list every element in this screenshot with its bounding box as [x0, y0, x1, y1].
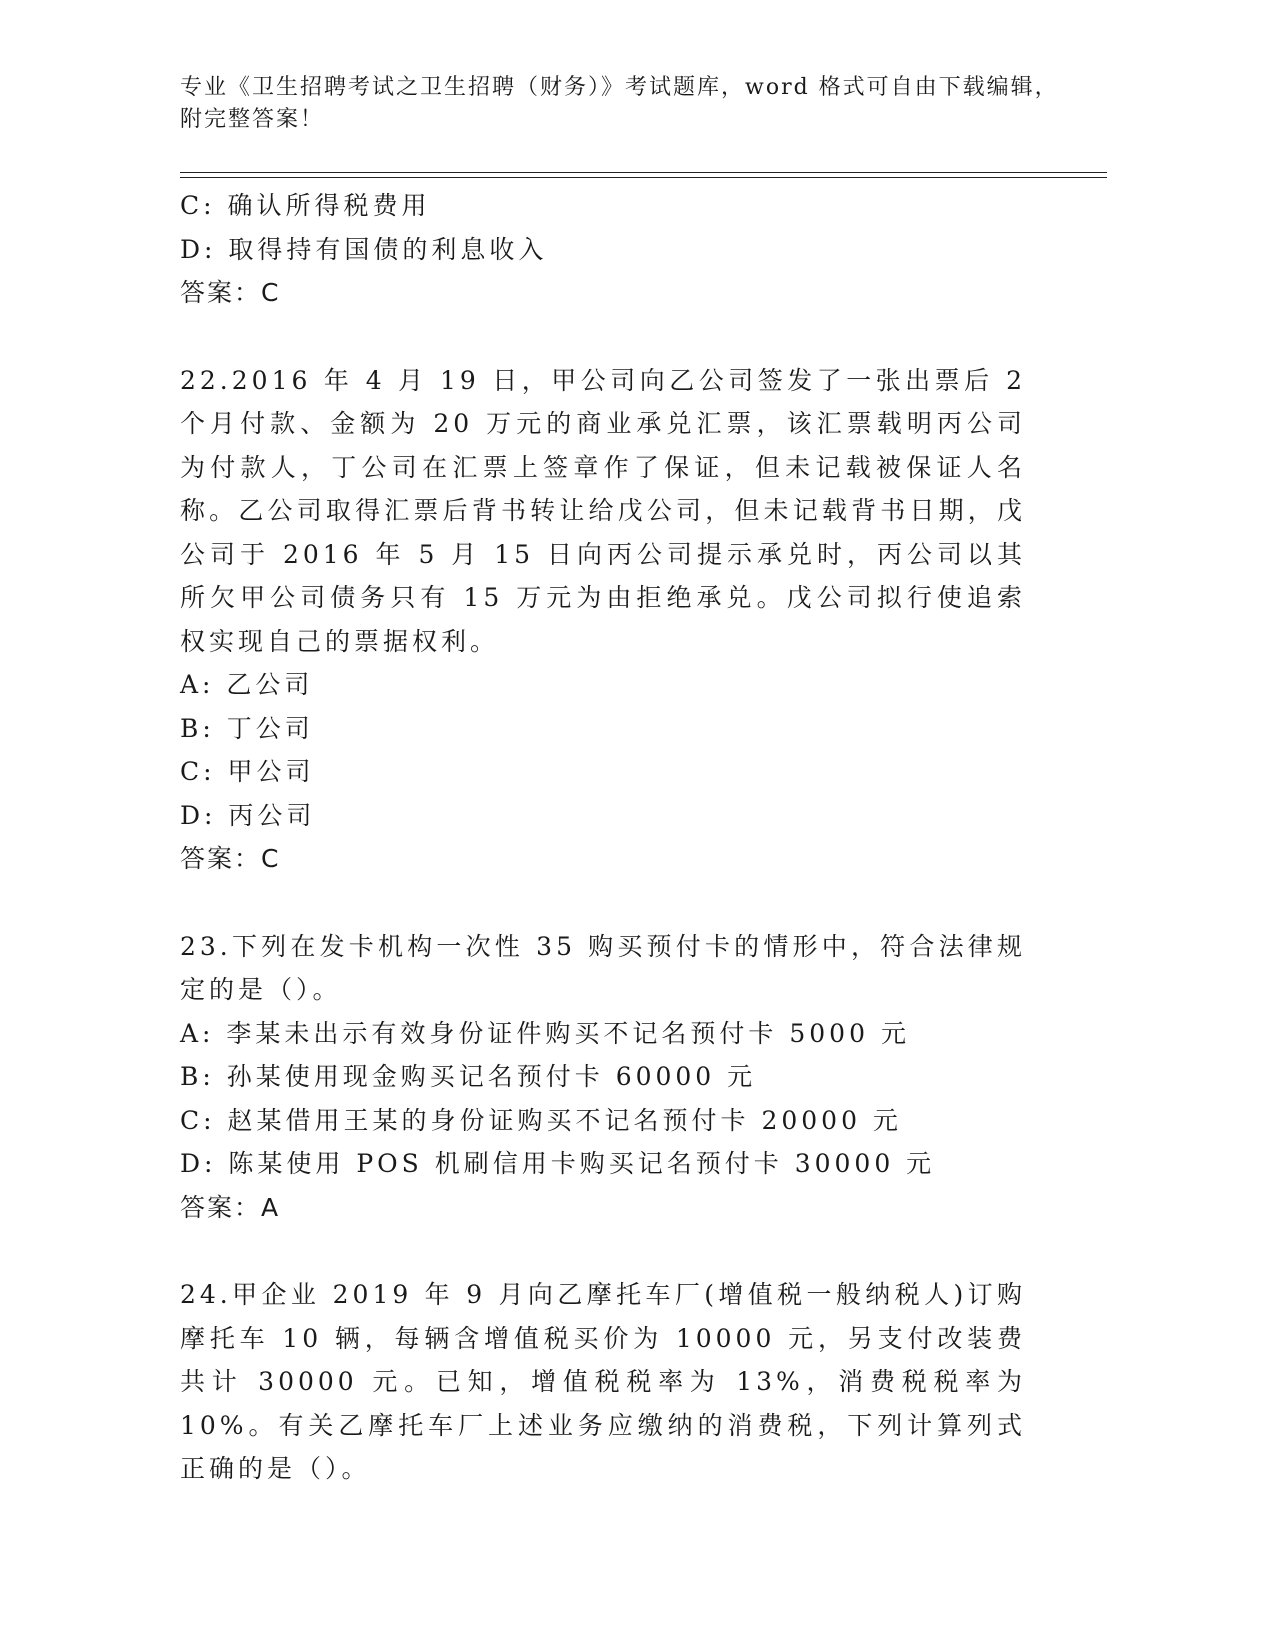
spacer: [180, 315, 1040, 359]
option-b: B: 丁公司: [180, 713, 314, 743]
option-c: C: 赵某借用王某的身份证购买不记名预付卡 20000 元: [180, 1105, 902, 1135]
document-header: 专业《卫生招聘考试之卫生招聘（财务）》考试题库，word 格式可自由下载编辑，附完整答案！: [180, 75, 1059, 132]
spacer: [180, 1229, 1040, 1273]
question-stem: 24.甲企业 2019 年 9 月向乙摩托车厂(增值税一般纳税人)订购摩托车 10 辆，每辆含增值税买价为 10000 元，另支付改装费共计 30000 元。已知，增值税税率为 13%，消费税税率为 10%。有关乙摩托车厂上述业务应缴纳的消费税，下列计算列式正确的是（）。: [180, 1280, 1026, 1483]
option-c: C: 甲公司: [180, 757, 315, 786]
option-c: C: 确认所得税费用: [180, 191, 431, 220]
question-stem: 23.下列在发卡机构一次性 35 购买预付卡的情形中，符合法律规定的是（）。: [180, 931, 1026, 1004]
answer-label: 答案：C: [180, 278, 281, 307]
spacer: [180, 881, 1040, 925]
question-stem: 22.2016 年 4 月 19 日，甲公司向乙公司签发了一张出票后 2 个月付款、金额为 20 万元的商业承兑汇票，该汇票载明丙公司为付款人，丁公司在汇票上签章作了保证，但未记载被保证人名称。乙公司取得汇票后背书转让给戊公司，但未记载背书日期，戊公司于 2016 年 5 月 15 日向丙公司提示承兑时，丙公司以其所欠甲公司债务只有 15 万元为由拒绝承兑。戊公司拟行使追索权实现自己的票据权利。: [180, 365, 1026, 656]
option-a: A: 乙公司: [180, 670, 314, 699]
option-d: D: 陈某使用 POS 机刷信用卡购买记名预付卡 30000 元: [180, 1149, 936, 1178]
option-a: A: 李某未出示有效身份证件购买不记名预付卡 5000 元: [180, 1018, 910, 1048]
answer-label: 答案：C: [180, 844, 281, 873]
header-divider-top: [180, 172, 1107, 173]
question-24: [180, 1273, 1040, 1491]
question-21: [180, 184, 1040, 315]
question-22: [180, 359, 1040, 881]
option-b: B: 孙某使用现金购买记名预付卡 60000 元: [180, 1062, 757, 1091]
option-d: D: 取得持有国债的利息收入: [180, 234, 548, 264]
question-23: [180, 925, 1040, 1230]
header-divider-bottom: [180, 177, 1107, 178]
option-d: D: 丙公司: [180, 800, 316, 830]
question-content: [180, 184, 1040, 1491]
answer-label: 答案：A: [180, 1192, 281, 1222]
